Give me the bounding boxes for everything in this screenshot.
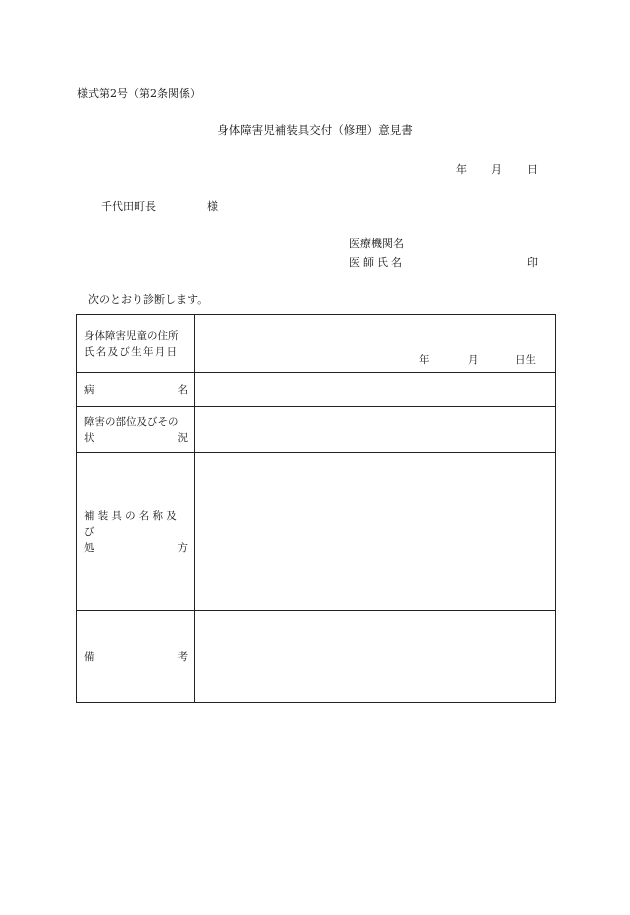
disease-label-cell [77,373,195,407]
table-row [77,373,556,407]
form-number: 様式第2号（第2条関係） [77,87,201,100]
device-label-end: 方 [177,541,188,554]
remarks-label-start: 備 [84,650,95,663]
remarks-label-end: 考 [177,650,188,663]
date-day-label: 日 [527,163,538,176]
birth-month-label: 月 [468,354,479,366]
child-info-field[interactable] [195,315,556,373]
table-row [77,453,556,611]
document-title: 身体障害児補装具交付（修理）意見書 [217,123,413,137]
device-field[interactable] [195,453,556,611]
child-info-label-cell [77,315,195,373]
disability-label-end: 況 [177,431,188,444]
doctor-name-label: 医師氏名 [349,256,405,269]
table-row [77,611,556,703]
child-info-label-line1: 身体障害児童の住所 [84,329,179,342]
seal-mark: 印 [527,256,538,269]
intro-text: 次のとおり診断します。 [88,293,209,306]
addressee-honorific: 様 [207,200,218,213]
device-label-line1: 補装具の名称及び [84,509,180,538]
addressee-name: 千代田町長 [101,200,156,213]
disease-label-end: 名 [177,383,188,396]
date-year-label: 年 [456,163,467,176]
disability-label-line1: 障害の部位及びその [84,415,179,428]
disability-field[interactable] [195,407,556,453]
disability-label-cell [77,407,195,453]
disease-label-start: 病 [84,383,95,396]
birth-year-label: 年 [419,354,430,366]
table-row [77,315,556,373]
date-month-label: 月 [491,163,502,176]
device-label-cell [77,453,195,611]
device-label-start: 処 [84,541,95,554]
remarks-field[interactable] [195,611,556,703]
table-row [77,407,556,453]
child-info-label-line2: 氏名及び生年月日 [84,345,179,358]
birth-day-label: 日生 [515,354,536,366]
institution-label: 医療機関名 [349,237,404,250]
disease-field[interactable] [195,373,556,407]
disability-label-start: 状 [84,431,95,444]
remarks-label-cell [77,611,195,703]
opinion-form-table [76,314,556,703]
